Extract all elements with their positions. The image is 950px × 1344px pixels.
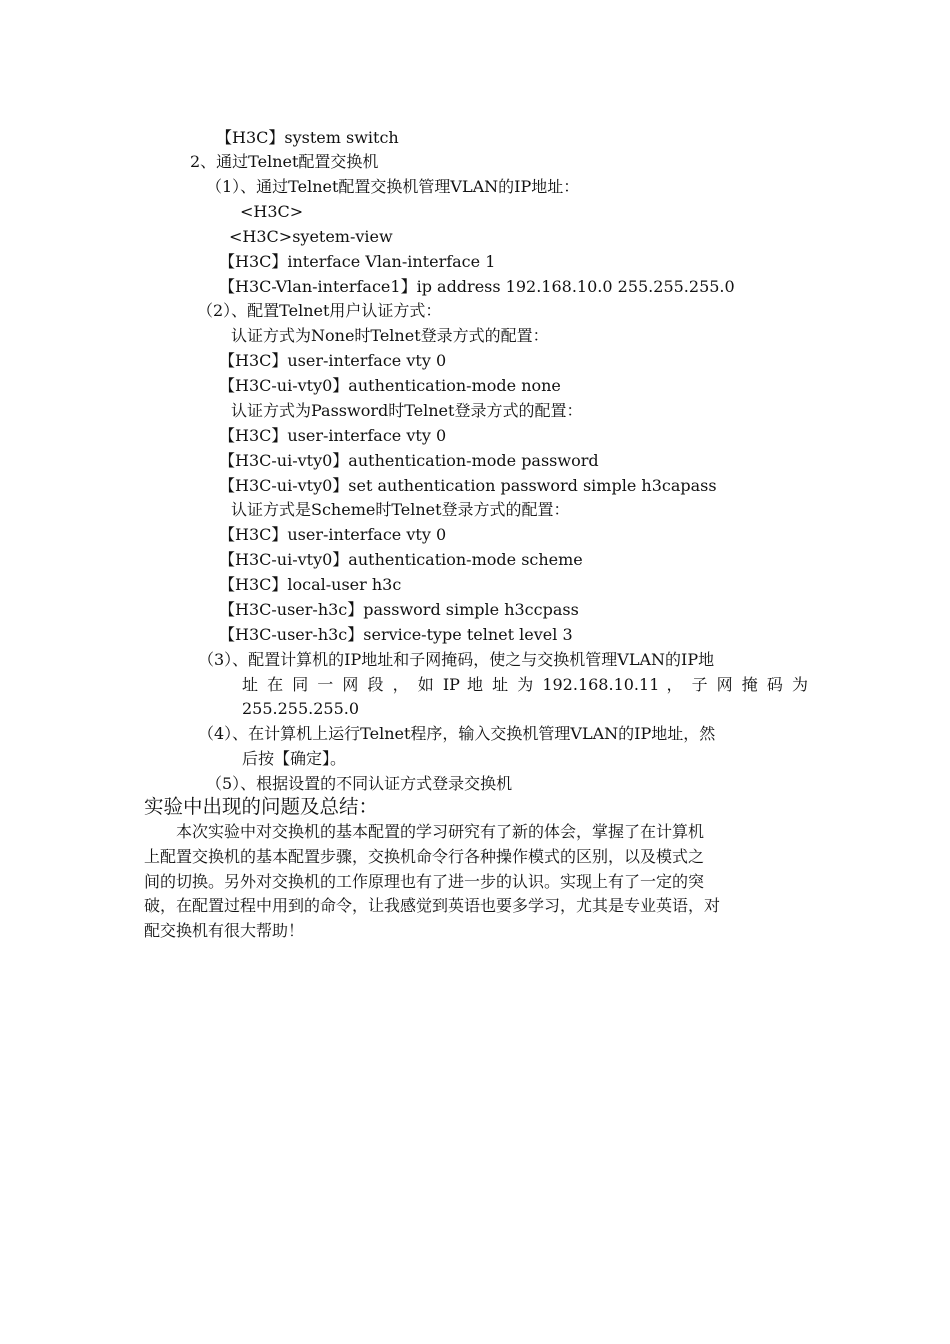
- document-line: （4）、在计算机上运行Telnet程序，输入交换机管理VLAN的IP地址，然: [198, 724, 716, 743]
- document-line: 【H3C】user-interface vty 0: [219, 351, 447, 370]
- document-line: 认证方式为Password时Telnet登录方式的配置：: [231, 401, 583, 420]
- summary-paragraph: [144, 820, 808, 944]
- paragraph-line: 破，在配置过程中用到的命令，让我感觉到英语也要多学习，尤其是专业英语，对: [144, 896, 721, 916]
- document-line: （5）、根据设置的不同认证方式登录交换机: [206, 774, 513, 793]
- paragraph-line: 上配置交换机的基本配置步骤，交换机命令行各种操作模式的区别，以及模式之: [144, 846, 705, 866]
- document-line: 255.255.255.0: [242, 699, 360, 718]
- document-line: （3）、配置计算机的IP地址和子网掩码，使之与交换机管理VLAN的IP地: [198, 650, 715, 669]
- document-line: 认证方式为None时Telnet登录方式的配置：: [231, 326, 549, 345]
- paragraph-line: 间的切换。另外对交换机的工作原理也有了进一步的认识。实现上有了一定的突: [144, 871, 705, 891]
- document-line: 【H3C-ui-vty0】set authentication password simple h3capass: [219, 476, 717, 495]
- document-line: 2、通过Telnet配置交换机: [190, 152, 379, 171]
- document-line: （2）、配置Telnet用户认证方式：: [197, 301, 442, 320]
- document-line: 后按【确定】。: [242, 749, 347, 768]
- document-line: 【H3C】system switch: [216, 128, 399, 147]
- section-heading: 实验中出现的问题及总结：: [144, 795, 379, 818]
- document-line: 【H3C-Vlan-interface1】ip address 192.168.10.0 255.255.255.0: [219, 277, 735, 296]
- document-line: 址 在 同 一 网 段 ， 如 IP 地 址 为 192.168.10.11 ， 子 网 掩 码 为: [242, 675, 808, 694]
- document-line: 【H3C】user-interface vty 0: [219, 525, 447, 544]
- document-line: 【H3C】user-interface vty 0: [219, 426, 447, 445]
- document-line: （1）、通过Telnet配置交换机管理VLAN的IP地址：: [206, 177, 580, 196]
- document-line: 【H3C-ui-vty0】authentication-mode none: [219, 376, 561, 395]
- paragraph-line: 本次实验中对交换机的基本配置的学习研究有了新的体会，掌握了在计算机: [144, 822, 705, 841]
- document-line: 【H3C-user-h3c】service-type telnet level 3: [219, 625, 573, 644]
- document-line: 【H3C】interface Vlan-interface 1: [219, 252, 496, 271]
- document-line: <H3C>: [240, 202, 304, 221]
- document-line: 【H3C】local-user h3c: [219, 575, 402, 594]
- document-line: 认证方式是Scheme时Telnet登录方式的配置：: [231, 500, 570, 519]
- paragraph-line: 配交换机有很大帮助！: [144, 921, 305, 941]
- document-line: 【H3C-ui-vty0】authentication-mode password: [219, 451, 599, 470]
- document-line: 【H3C-user-h3c】password simple h3ccpass: [219, 600, 579, 619]
- document-line: 【H3C-ui-vty0】authentication-mode scheme: [219, 550, 583, 569]
- document-line: <H3C>syetem-view: [229, 227, 393, 246]
